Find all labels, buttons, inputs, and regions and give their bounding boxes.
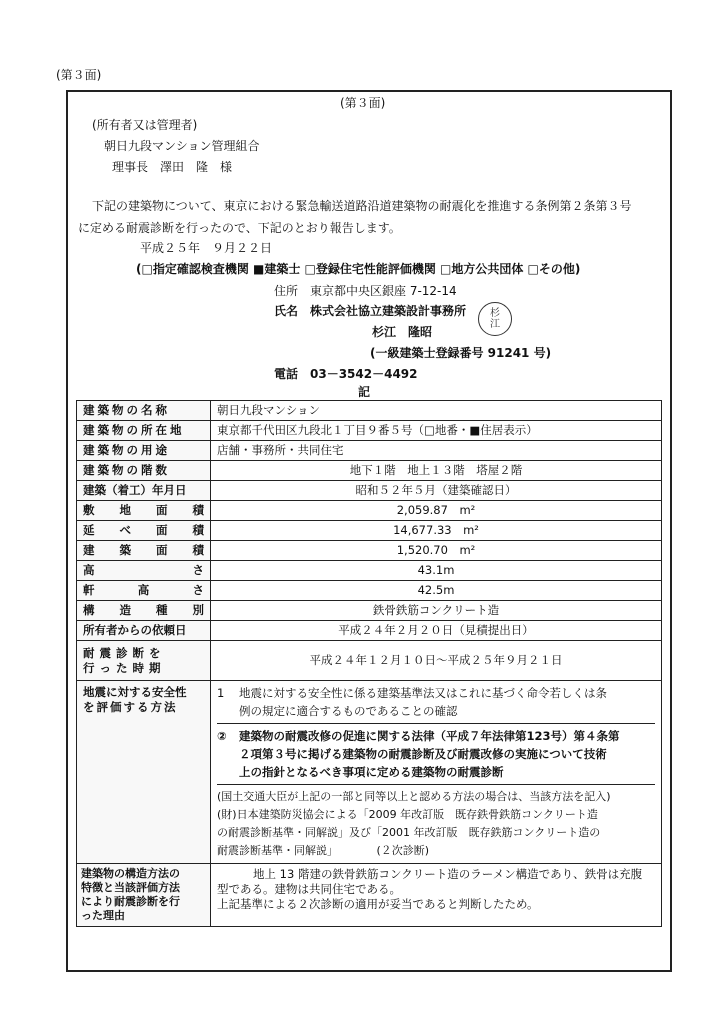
method-option-3-line-2: (財)日本建築防災協会による「2009 年改訂版 既存鉄骨鉄筋コンクリート造: [217, 808, 598, 821]
row-value: 14,677.33 m²: [211, 521, 662, 541]
method-option-3-line-1: (国土交通大臣が上記の一部と同等以上と認める方法の場合は、当該方法を記入): [217, 790, 611, 803]
frame-title: (第３面): [340, 96, 386, 110]
row-label: [77, 561, 211, 581]
building-info-table: [76, 400, 662, 927]
addressee-org: 朝日九段マンション管理組合: [104, 139, 260, 153]
row-value: 1,520.70 m²: [211, 541, 662, 561]
row-value: 平成２４年２月２０日（見積提出日）: [211, 621, 662, 641]
address-label: 住所: [274, 284, 299, 298]
row-label: [77, 441, 211, 461]
row-label-text: 建築物の所在地: [83, 423, 185, 437]
method-option-2-line-2: ２項第３号に掲げる建築物の耐震診断及び耐震改修の実施について技術: [239, 747, 607, 761]
row-value: 地下１階 地上１３階 塔屋２階: [211, 461, 662, 481]
row-label-text: 建築面積: [83, 543, 204, 557]
reason-label-1: 建築物の構造方法の: [81, 867, 180, 880]
method-option-1-num: 1: [217, 686, 225, 700]
row-label-text: 高さ: [83, 563, 204, 577]
table-row: [77, 541, 662, 561]
table-row: [77, 421, 662, 441]
row-label: [77, 501, 211, 521]
phone-label: 電話: [274, 367, 299, 381]
table-row: [77, 401, 662, 421]
row-label-text: 構造種別: [83, 603, 204, 617]
row-value: 昭和５２年５月（建築確認日）: [211, 481, 662, 501]
period-row: [77, 641, 662, 681]
addressee-role: (所有者又は管理者): [92, 118, 198, 132]
reason-label-3: により耐震診断を行: [81, 895, 180, 908]
reason-line-3: 上記基準による２次診断の適用が妥当であると判断したため。: [217, 897, 539, 911]
table-row: [77, 481, 662, 501]
row-label: [77, 421, 211, 441]
row-value: 朝日九段マンション: [211, 401, 662, 421]
address-value: 東京都中央区銀座 7-12-14: [310, 284, 457, 298]
row-label-text: 敷地面積: [83, 503, 204, 517]
method-option-2-line-1: 建築物の耐震改修の促進に関する法律（平成７年法律第123号）第４条第: [239, 729, 620, 743]
row-label-text: 延べ面積: [83, 523, 204, 537]
row-label: [77, 601, 211, 621]
row-label: [77, 541, 211, 561]
row-label: [77, 461, 211, 481]
period-value: 平成２４年１２月１０日～平成２５年９月２１日: [211, 641, 662, 681]
reason-value: [211, 864, 662, 927]
reason-line-2: 型である。建物は共同住宅である。: [217, 882, 401, 896]
period-label: [77, 641, 211, 681]
method-option-3-line-4: 耐震診断基準・同解説」 (２次診断): [217, 844, 430, 857]
method-option-1-line-2: 例の規定に適合するものであることの確認: [239, 704, 458, 718]
row-label-text: 軒高さ: [83, 583, 204, 597]
table-row: [77, 601, 662, 621]
row-label-text: 所有者からの依頼日: [83, 623, 187, 637]
table-row: [77, 501, 662, 521]
row-value: 43.1m: [211, 561, 662, 581]
report-date: 平成２５年 ９月２２日: [140, 241, 273, 255]
method-label: [77, 681, 211, 864]
method-option-2-line-3: 上の指針となるべき事項に定める建築物の耐震診断: [239, 765, 504, 779]
row-value: 東京都千代田区九段北１丁目９番５号（□地番・■住居表示）: [211, 421, 662, 441]
table-row: [77, 621, 662, 641]
row-label-text: 建築（着工）年月日: [83, 483, 187, 497]
architect-name: 杉江 隆昭: [372, 325, 433, 339]
row-label: [77, 401, 211, 421]
intro-line-2: に定める耐震診断を行ったので、下記のとおり報告します。: [78, 221, 401, 235]
method-label-1: 地震に対する安全性: [83, 685, 187, 699]
method-option-1: [217, 681, 655, 723]
intro-line-1: 下記の建築物について、東京における緊急輸送道路沿道建築物の耐震化を推進する条例第２条第３号: [92, 199, 632, 213]
row-label-text: 建築物の名称: [83, 403, 170, 417]
seal-char-1: 杉: [490, 308, 500, 319]
row-label: [77, 521, 211, 541]
phone-value: 03－3542－4492: [310, 367, 418, 381]
registration-number: (一級建築士登録番号 91241 号): [370, 346, 552, 360]
reporter-type: (□指定確認検査機関 ■建築士 □登録住宅性能評価機関 □地方公共団体 □その他): [136, 262, 581, 276]
reason-row: [77, 864, 662, 927]
method-row: [77, 681, 662, 864]
method-option-3: [217, 784, 655, 863]
row-value: 店舗・事務所・共同住宅: [211, 441, 662, 461]
table-row: [77, 581, 662, 601]
row-label: [77, 621, 211, 641]
table-row: [77, 441, 662, 461]
company-name: 株式会社協立建築設計事務所: [310, 304, 467, 318]
row-label-text: 建築物の階数: [83, 463, 170, 477]
table-row: [77, 461, 662, 481]
seal-char-2: 江: [490, 319, 500, 330]
row-label-text: 建築物の用途: [83, 443, 170, 457]
table-row: [77, 521, 662, 541]
table-row: [77, 561, 662, 581]
row-value: 鉄骨鉄筋コンクリート造: [211, 601, 662, 621]
method-option-2-num: ②: [217, 729, 227, 743]
row-label: [77, 581, 211, 601]
period-label-1: 耐震診断を: [83, 645, 166, 660]
method-label-2: を評価する方法: [83, 700, 178, 714]
personal-seal: [478, 302, 512, 336]
method-option-1-line-1: 地震に対する安全性に係る建築基準法又はこれに基づく命令若しくは条: [239, 686, 607, 700]
row-value: 2,059.87 m²: [211, 501, 662, 521]
method-option-2: [217, 723, 655, 784]
method-option-3-line-3: の耐震診断基準・同解説」及び「2001 年改訂版 既存鉄筋コンクリート造の: [217, 826, 601, 839]
row-label: [77, 481, 211, 501]
reason-label: [77, 864, 211, 927]
reason-line-1: 地上 13 階建の鉄骨鉄筋コンクリート造のラーメン構造であり、鉄骨は充腹: [253, 867, 643, 881]
page-label: (第３面): [56, 68, 102, 82]
reason-label-2: 特徴と当該評価方法: [81, 881, 180, 894]
method-options: [211, 681, 662, 864]
period-label-2: 行った時期: [83, 660, 166, 675]
name-label: 氏名: [274, 304, 299, 318]
ki-heading: 記: [358, 385, 371, 399]
reason-label-4: った理由: [81, 909, 125, 922]
addressee-name: 理事長 澤田 隆 様: [112, 160, 233, 174]
row-value: 42.5m: [211, 581, 662, 601]
